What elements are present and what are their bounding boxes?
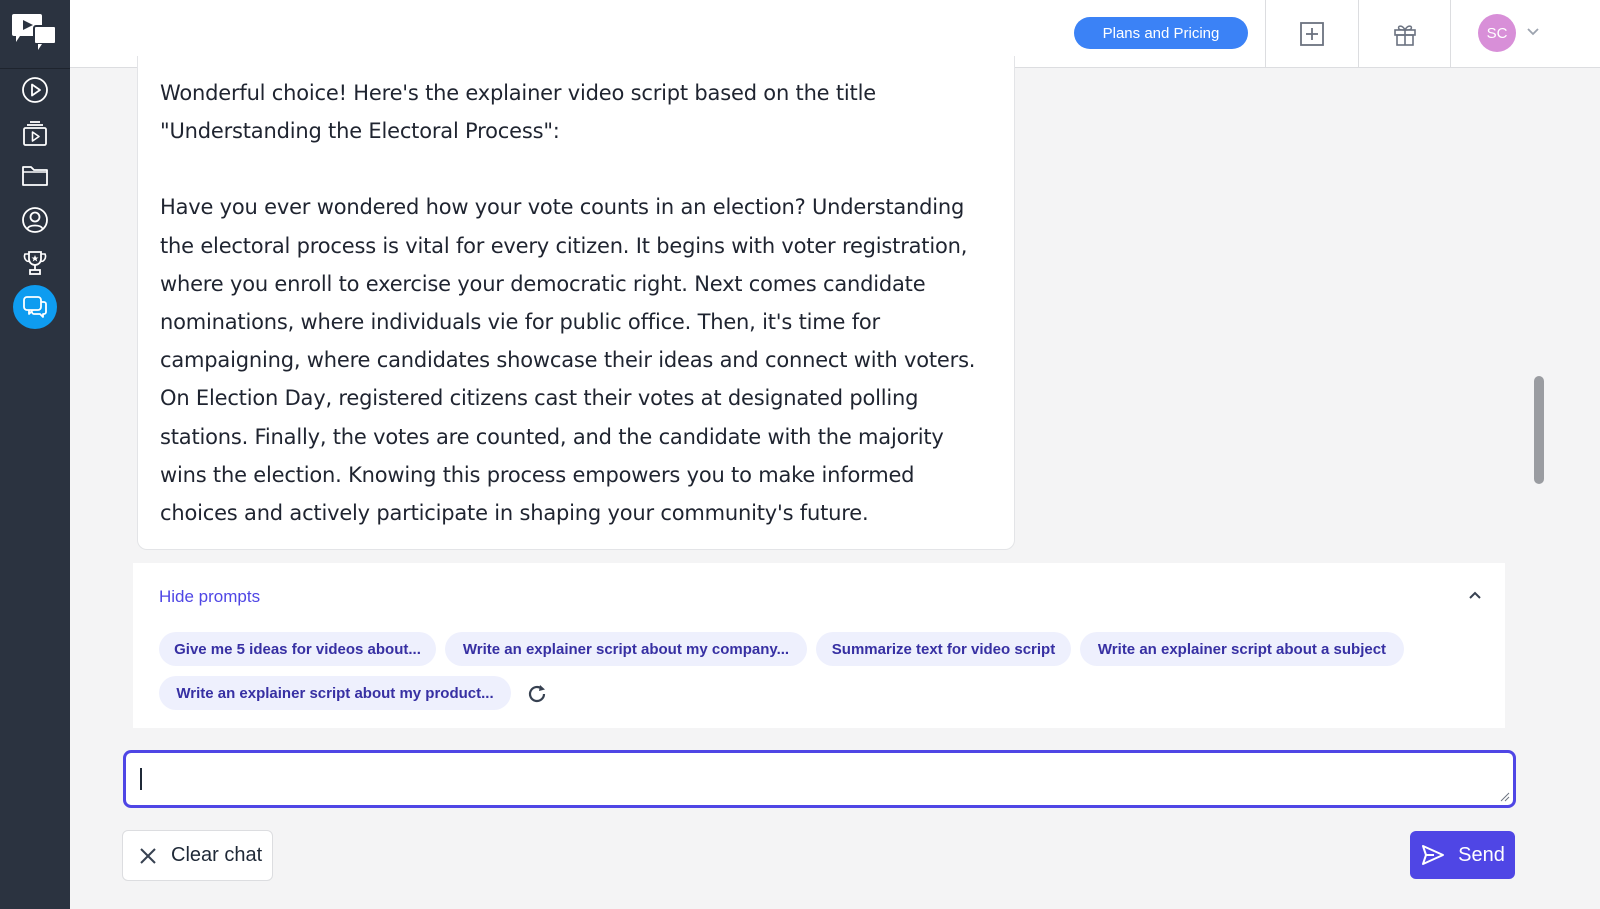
send-label: Send bbox=[1458, 843, 1505, 866]
message-paragraph: Wonderful choice! Here's the explainer video script based on the title "Understanding the Electoral Process": bbox=[160, 81, 876, 144]
avatar[interactable]: SC bbox=[1478, 14, 1516, 52]
play-icon[interactable] bbox=[15, 70, 55, 110]
prompt-chip[interactable]: Write an explainer script about a subject bbox=[1080, 632, 1404, 666]
new-project-button[interactable] bbox=[1265, 0, 1358, 68]
prompt-chip[interactable]: Write an explainer script about my product... bbox=[159, 676, 511, 710]
prompt-chip[interactable]: Summarize text for video script bbox=[816, 632, 1071, 666]
hide-prompts-toggle[interactable]: Hide prompts bbox=[159, 587, 261, 606]
chevron-up-icon[interactable] bbox=[1465, 585, 1485, 605]
text-cursor bbox=[140, 768, 142, 790]
sidebar bbox=[0, 0, 70, 909]
chat-input[interactable] bbox=[123, 750, 1516, 808]
gift-icon bbox=[1391, 20, 1419, 48]
prompt-chip[interactable]: Give me 5 ideas for videos about... bbox=[159, 632, 436, 666]
video-library-icon[interactable] bbox=[15, 114, 55, 154]
prompts-panel bbox=[133, 563, 1505, 728]
prompt-chip[interactable]: Write an explainer script about my company... bbox=[445, 632, 807, 666]
assistant-message bbox=[137, 56, 1015, 550]
send-button[interactable] bbox=[1410, 831, 1515, 879]
sidebar-divider bbox=[0, 68, 70, 69]
gift-button[interactable] bbox=[1358, 0, 1451, 68]
chat-icon[interactable] bbox=[13, 285, 57, 329]
user-profile-icon[interactable] bbox=[15, 200, 55, 240]
send-icon bbox=[1420, 842, 1446, 868]
resize-handle-icon[interactable] bbox=[1498, 790, 1510, 802]
scrollbar-thumb[interactable] bbox=[1534, 376, 1544, 484]
folder-icon[interactable] bbox=[15, 155, 55, 195]
clear-chat-label: Clear chat bbox=[171, 844, 263, 866]
trophy-icon[interactable] bbox=[15, 243, 55, 283]
clear-chat-button[interactable] bbox=[122, 830, 273, 881]
refresh-icon[interactable] bbox=[525, 682, 549, 706]
close-icon bbox=[137, 845, 159, 867]
plans-and-pricing-button[interactable]: Plans and Pricing bbox=[1074, 17, 1248, 49]
add-icon bbox=[1298, 20, 1326, 48]
chevron-down-icon[interactable] bbox=[1525, 24, 1541, 40]
logo-icon[interactable] bbox=[12, 12, 58, 52]
message-paragraph: Have you ever wondered how your vote counts in an election? Understanding the electoral process is vital for every citizen. It begins with voter registration, where you enroll to exercise your democratic right. Next comes candidate nominations, where individuals vie for public office. Then, it's time for campaigning, where candidates showcase their ideas and connect with voters. On Election Day, registered citizens cast their votes at designated polling stations. Finally, the votes are counted, and the candidate with the majority wins the election. Knowing this process empowers you to make informed choices and actively participate in shaping your community's future. bbox=[160, 195, 976, 526]
